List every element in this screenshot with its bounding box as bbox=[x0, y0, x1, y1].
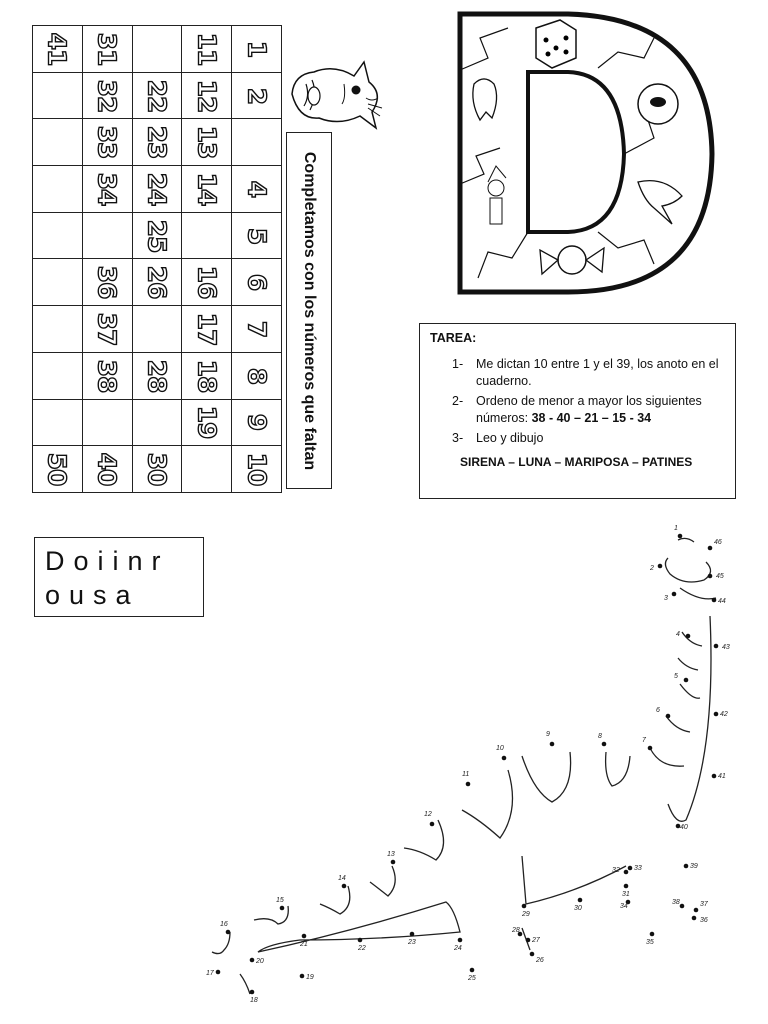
grid-cell bbox=[182, 399, 232, 446]
dot-marker bbox=[250, 958, 255, 963]
dot-marker bbox=[522, 904, 527, 909]
grid-cell-number: 16 bbox=[192, 265, 222, 299]
dot-number-label: 34 bbox=[620, 903, 628, 910]
grid-cell-number: 13 bbox=[192, 125, 222, 159]
grid-cell bbox=[132, 72, 182, 119]
dot-number-label: 15 bbox=[276, 897, 284, 904]
dot-number-label: 5 bbox=[674, 673, 678, 680]
dot-marker bbox=[302, 934, 307, 939]
dot-number-label: 29 bbox=[522, 911, 530, 918]
grid-cell-number: 2 bbox=[242, 87, 272, 104]
dot-marker bbox=[684, 864, 689, 869]
grid-row bbox=[33, 26, 282, 73]
grid-row bbox=[33, 72, 282, 119]
grid-cell-number: 17 bbox=[192, 312, 222, 346]
grid-cell-number: 9 bbox=[242, 414, 272, 431]
grid-cell-number: 10 bbox=[242, 452, 272, 486]
grid-cell bbox=[182, 166, 232, 213]
grid-cell-number: 36 bbox=[92, 265, 122, 299]
grid-cell-number: 8 bbox=[242, 367, 272, 384]
grid-cell-number: 32 bbox=[92, 79, 122, 112]
grid-row bbox=[33, 259, 282, 306]
dot-number-label: 11 bbox=[462, 771, 470, 778]
dot-marker bbox=[342, 884, 347, 889]
item-text: Leo y dibujo bbox=[476, 431, 544, 445]
dot-marker bbox=[714, 712, 719, 717]
grid-cell-number: 18 bbox=[192, 359, 222, 393]
homework-item-2 bbox=[430, 393, 725, 427]
grid-cell-number: 25 bbox=[142, 219, 172, 252]
dot-number-label: 32 bbox=[612, 867, 620, 874]
dot-marker bbox=[712, 774, 717, 779]
dot-number-label: 41 bbox=[718, 773, 726, 780]
dot-marker bbox=[410, 932, 415, 937]
grid-cell-number: 23 bbox=[142, 125, 172, 159]
grid-cell bbox=[232, 212, 282, 259]
dot-number-label: 7 bbox=[642, 737, 646, 744]
dot-marker bbox=[300, 974, 305, 979]
item-number: 2- bbox=[452, 394, 464, 408]
grid-cell bbox=[182, 352, 232, 399]
dot-number-label: 14 bbox=[338, 875, 346, 882]
dot-number-label: 16 bbox=[220, 921, 228, 928]
letter-d-illustration bbox=[448, 8, 720, 298]
dot-number-label: 3 bbox=[664, 595, 668, 602]
grid-row bbox=[33, 306, 282, 353]
dot-marker bbox=[624, 870, 629, 875]
grid-cell-number: 50 bbox=[42, 452, 72, 486]
grid-cell bbox=[232, 399, 282, 446]
dot-marker bbox=[648, 746, 653, 751]
grid-cell bbox=[232, 166, 282, 213]
grid-cell-number: 6 bbox=[242, 274, 272, 291]
grid-cell bbox=[132, 212, 182, 259]
homework-item-1 bbox=[430, 356, 725, 390]
scrambled-line-1: Doiinr bbox=[45, 546, 170, 576]
dot-number-label: 27 bbox=[532, 937, 540, 944]
dot-to-dot-dinosaur bbox=[0, 520, 768, 1024]
dot-number-label: 23 bbox=[408, 939, 416, 946]
grid-cell-number: 19 bbox=[192, 405, 222, 439]
grid-cell bbox=[132, 166, 182, 213]
grid-cell bbox=[132, 352, 182, 399]
dot-marker bbox=[430, 822, 435, 827]
dot-number-label: 22 bbox=[358, 945, 366, 952]
dot-number-label: 12 bbox=[424, 811, 432, 818]
grid-cell bbox=[82, 306, 132, 353]
grid-cell-number: 24 bbox=[142, 172, 172, 206]
grid-cell-number: 33 bbox=[92, 125, 122, 159]
dot-number-label: 42 bbox=[720, 711, 728, 718]
grid-cell bbox=[33, 72, 83, 119]
dot-marker bbox=[694, 908, 699, 913]
dot-marker bbox=[458, 938, 463, 943]
grid-cell bbox=[182, 259, 232, 306]
grid-cell-number: 7 bbox=[242, 320, 272, 338]
grid-cell-number: 1 bbox=[242, 40, 272, 58]
grid-row bbox=[33, 166, 282, 213]
grid-row bbox=[33, 119, 282, 166]
grid-cell-number: 28 bbox=[142, 359, 172, 393]
tooth-icon bbox=[473, 79, 497, 120]
number-grid bbox=[32, 25, 282, 493]
dot-number-label: 17 bbox=[206, 970, 214, 977]
dot-marker bbox=[658, 564, 663, 569]
grid-cell bbox=[132, 446, 182, 493]
dot-marker bbox=[708, 574, 713, 579]
scrambled-line-2: ousa bbox=[45, 580, 140, 610]
grid-cell bbox=[232, 259, 282, 306]
dot-number-label: 13 bbox=[387, 851, 395, 858]
dot-number-label: 25 bbox=[468, 975, 476, 982]
grid-cell bbox=[232, 26, 282, 73]
dot-number-label: 37 bbox=[700, 901, 708, 908]
dot-marker bbox=[250, 990, 255, 995]
grid-cell bbox=[33, 26, 83, 73]
grid-cell bbox=[33, 399, 83, 446]
dot-number-label: 8 bbox=[598, 733, 602, 740]
dot-marker bbox=[466, 782, 471, 787]
grid-cell-number: 34 bbox=[92, 172, 122, 206]
dot-number-label: 10 bbox=[496, 745, 504, 752]
words-to-draw: SIRENA – LUNA – MARIPOSA – PATINES bbox=[460, 455, 693, 469]
grid-cell bbox=[33, 446, 83, 493]
dot-number-label: 18 bbox=[250, 997, 258, 1004]
grid-cell-number: 41 bbox=[42, 32, 72, 66]
grid-cell-number: 5 bbox=[242, 227, 272, 244]
dot-number-label: 24 bbox=[454, 945, 462, 952]
grid-cell-number: 38 bbox=[92, 359, 122, 393]
grid-cell bbox=[182, 212, 232, 259]
dot-number-label: 45 bbox=[716, 573, 724, 580]
dot-number-label: 35 bbox=[646, 939, 654, 946]
grid-cell bbox=[33, 119, 83, 166]
item-text: Ordeno de menor a mayor los siguientes números: bbox=[476, 394, 702, 425]
dot-number-label: 40 bbox=[680, 824, 688, 831]
dot-number-label: 26 bbox=[536, 957, 544, 964]
grid-cell bbox=[232, 352, 282, 399]
grid-cell bbox=[82, 259, 132, 306]
dot-number-label: 43 bbox=[722, 644, 730, 651]
dot-marker bbox=[650, 932, 655, 937]
dot-number-label: 4 bbox=[676, 631, 680, 638]
dot-marker bbox=[680, 904, 685, 909]
grid-cell-number: 40 bbox=[92, 452, 122, 486]
grid-cell bbox=[33, 166, 83, 213]
grid-cell bbox=[132, 26, 182, 73]
grid-row bbox=[33, 212, 282, 259]
grid-cell bbox=[82, 352, 132, 399]
dot-marker bbox=[502, 756, 507, 761]
dot-marker bbox=[358, 938, 363, 943]
dot-number-label: 46 bbox=[714, 539, 722, 546]
dot-marker bbox=[530, 952, 535, 957]
dot-number-label: 2 bbox=[650, 565, 654, 572]
dot-marker bbox=[216, 970, 221, 975]
grid-cell bbox=[182, 119, 232, 166]
grid-cell bbox=[82, 212, 132, 259]
dot-number-label: 28 bbox=[512, 927, 520, 934]
grid-row bbox=[33, 446, 282, 493]
dot-number-label: 38 bbox=[672, 899, 680, 906]
grid-cell bbox=[132, 306, 182, 353]
grid-cell bbox=[132, 399, 182, 446]
dot-marker bbox=[578, 898, 583, 903]
grid-cell bbox=[82, 446, 132, 493]
dot-marker bbox=[708, 546, 713, 551]
dot-number-label: 19 bbox=[306, 974, 314, 981]
homework-box bbox=[419, 323, 736, 499]
dot-number-label: 30 bbox=[574, 905, 582, 912]
dot-marker bbox=[712, 598, 717, 603]
dot-number-label: 31 bbox=[622, 891, 630, 898]
grid-cell bbox=[232, 306, 282, 353]
dinosaur-outline bbox=[212, 538, 716, 994]
dot-number-label: 6 bbox=[656, 707, 660, 714]
homework-title: TAREA: bbox=[430, 331, 477, 345]
dot-number-label: 33 bbox=[634, 865, 642, 872]
grid-cell-number: 37 bbox=[92, 312, 122, 346]
grid-cell bbox=[33, 259, 83, 306]
dot-marker bbox=[686, 634, 691, 639]
dot-marker bbox=[672, 592, 677, 597]
dot-marker bbox=[226, 930, 231, 935]
grid-cell bbox=[82, 26, 132, 73]
number-grid-table bbox=[32, 25, 282, 493]
dice-icon bbox=[536, 20, 576, 68]
grid-cell-number: 30 bbox=[142, 452, 172, 486]
grid-cell bbox=[82, 119, 132, 166]
instruction-banner bbox=[286, 132, 332, 489]
dot-number-label: 20 bbox=[256, 958, 264, 965]
dot-marker bbox=[678, 534, 683, 539]
homework-item-3 bbox=[430, 430, 725, 447]
grid-cell bbox=[132, 259, 182, 306]
dot-marker bbox=[526, 938, 531, 943]
grid-cell-number: 31 bbox=[92, 32, 122, 66]
dot-marker bbox=[391, 860, 396, 865]
grid-cell bbox=[82, 399, 132, 446]
banner-text: Completamos con los números que faltan bbox=[301, 151, 318, 470]
dot-marker bbox=[692, 916, 697, 921]
grid-cell bbox=[182, 446, 232, 493]
dot-number-label: 9 bbox=[546, 731, 550, 738]
grid-row bbox=[33, 399, 282, 446]
grid-cell bbox=[82, 166, 132, 213]
dot-number-label: 39 bbox=[690, 863, 698, 870]
dot-marker bbox=[666, 714, 671, 719]
item-number: 3- bbox=[452, 431, 464, 445]
grid-cell-number: 22 bbox=[142, 79, 172, 112]
numbers-to-order: 38 - 40 – 21 – 15 - 34 bbox=[531, 411, 652, 425]
grid-cell bbox=[182, 72, 232, 119]
grid-cell bbox=[82, 72, 132, 119]
dot-number-label: 1 bbox=[674, 525, 678, 532]
grid-cell bbox=[33, 352, 83, 399]
grid-cell bbox=[232, 119, 282, 166]
dot-number-label: 44 bbox=[718, 598, 726, 605]
dot-marker bbox=[550, 742, 555, 747]
grid-cell-number: 26 bbox=[142, 265, 172, 299]
grid-cell bbox=[182, 306, 232, 353]
dot-marker bbox=[280, 906, 285, 911]
grid-cell-number: 11 bbox=[192, 32, 222, 66]
dot-markers bbox=[206, 525, 730, 1004]
dot-marker bbox=[470, 968, 475, 973]
item-text: Me dictan 10 entre 1 y el 39, los anoto en el cuaderno. bbox=[476, 357, 719, 388]
dot-marker bbox=[602, 742, 607, 747]
grid-row bbox=[33, 352, 282, 399]
grid-cell bbox=[33, 212, 83, 259]
grid-cell bbox=[232, 72, 282, 119]
dot-marker bbox=[714, 644, 719, 649]
dot-marker bbox=[624, 884, 629, 889]
dot-marker bbox=[628, 866, 633, 871]
grid-cell bbox=[132, 119, 182, 166]
grid-cell bbox=[33, 306, 83, 353]
donut-icon bbox=[638, 84, 678, 124]
dot-marker bbox=[684, 678, 689, 683]
cat-illustration bbox=[284, 54, 389, 134]
grid-cell-number: 4 bbox=[242, 180, 272, 198]
grid-cell-number: 14 bbox=[192, 172, 222, 206]
grid-cell bbox=[182, 26, 232, 73]
item-number: 1- bbox=[452, 357, 464, 371]
dot-number-label: 36 bbox=[700, 917, 708, 924]
grid-cell bbox=[232, 446, 282, 493]
dot-number-label: 21 bbox=[300, 941, 308, 948]
grid-cell-number: 12 bbox=[192, 79, 222, 112]
